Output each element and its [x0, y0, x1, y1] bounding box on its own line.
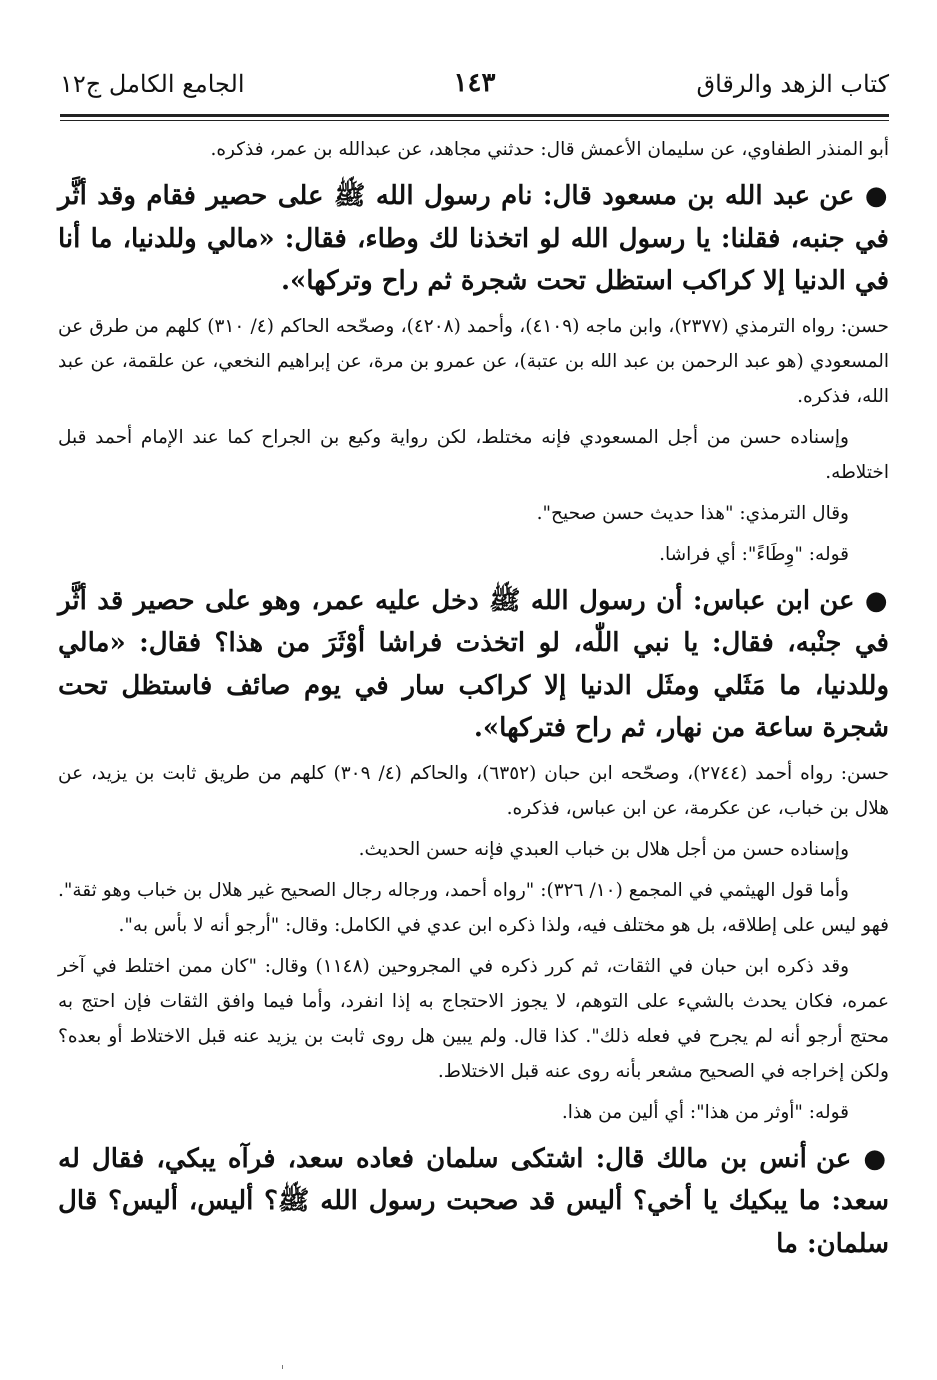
tirmidhi-grading: وقال الترمذي: "هذا حديث حسن صحيح". [536, 502, 849, 524]
hadith-text-ibn-abbas [58, 580, 889, 750]
header-rule-thin [60, 120, 889, 121]
ibn-hibban-discussion: وقد ذكره ابن حبان في الثقات، ثم كرر ذكره في المجروحين (١١٤٨) وقال: "كان ممن اختلط في آخر عمره، فكان يحدث بالشيء على التوهم، لا يجوز الاحتجاج به إذا انفرد، وأما فيما وافق الثقات فإن احتج به محتج أرجو أنه لم يجرح في فعله ذلك". كذا قال. ولم يبين هل روى ثابت بن يزيد عنه قبل الاختلاط أو بعده؟ ولكن إخراجه في الصحيح مشعر بأنه روى عنه قبل الاختلاط. [58, 955, 889, 1082]
word-explanation: قوله: "وِطَاءً": أي فراشا. [659, 543, 849, 565]
hadith-bullet: ● [863, 1143, 889, 1174]
hadith-body: عن ابن عباس: أن رسول الله ﷺ دخل عليه عمر، وهو على حصير قد أثَّر في جنْبه، فقال: يا نبي اللّٰه، لو اتخذت فراشا أوْثَرَ من هذا؟ فقال: «مالي وللدنيا، ما مَثَلي ومثَل الدنيا إلا كراكب سار في يوم صائف فاستظل تحت شجرة ساعة من نهار، ثم راح فتركها». [58, 585, 889, 743]
page-number: ١٤٣ [453, 68, 496, 98]
hadith-text-ibn-masud [58, 175, 889, 303]
header-rule-thick [60, 114, 889, 117]
hadith-text-anas [58, 1138, 889, 1266]
hadith-body: عن عبد الله بن مسعود قال: نام رسول الله ﷺ على حصير فقام وقد أثَّر في جنبه، فقلنا: يا رسول الله لو اتخذنا لك وطاء، فقال: «مالي وللدنيا، ما أنا في الدنيا إلا كراكب استظل تحت شجرة ثم راح وتركها». [58, 181, 889, 296]
narration-chain-continuation: أبو المنذر الطفاوي، عن سليمان الأعمش قال: حدثني مجاهد، عن عبدالله بن عمر، فذكره. [210, 139, 889, 160]
hadith-bullet: ● [864, 585, 889, 616]
hadith-bullet: ● [864, 181, 889, 211]
page-header [60, 62, 889, 112]
print-speck [282, 1365, 287, 1369]
hadith-body: عن أنس بن مالك قال: اشتكى سلمان فعاده سعد، فرآه يبكي، فقال له سعد: ما يبكيك يا أخي؟ أليس قد صحبت رسول الله ﷺ؟ أليس، أليس؟ قال سلمان: ما [58, 1143, 889, 1259]
isnad-note: وإسناده حسن من أجل المسعودي فإنه مختلط، لكن رواية وكيع بن الجراح كما عند الإمام أحمد قبل اختلاطه. [58, 426, 889, 483]
takhrij-note: حسن: رواه الترمذي (٢٣٧٧)، وابن ماجه (٤١٠٩)، وأحمد (٤٢٠٨)، وصحّحه الحاكم (٤/ ٣١٠) كلهم من طرق عن المسعودي (هو عبد الرحمن بن عبد الله بن عتبة)، عن عمرو بن مرة، عن إبراهيم النخعي، عن علقمة، عن عبد الله، فذكره. [58, 315, 889, 407]
haythami-discussion: وأما قول الهيثمي في المجمع (١٠/ ٣٢٦): "رواه أحمد، ورجاله رجال الصحيح غير هلال بن خباب وهو ثقة". فهو ليس على إطلاقه، بل هو مختلف فيه، ولذا ذكره ابن عدي في الكامل: وقال: "أرجو أنه لا بأس به". [58, 879, 889, 936]
takhrij-note: حسن: رواه أحمد (٢٧٤٤)، وصحّحه ابن حبان (٦٣٥٢)، والحاكم (٤/ ٣٠٩) كلهم من طريق ثابت بن يزيد، عن هلال بن خباب، عن عكرمة، عن ابن عباس، فذكره. [58, 762, 890, 819]
running-head-book-title: الجامع الكامل ج١٢ [60, 70, 245, 98]
page-body [58, 132, 889, 1265]
running-head-chapter: كتاب الزهد والرقاق [696, 70, 889, 98]
isnad-note: وإسناده حسن من أجل هلال بن خباب العبدي فإنه حسن الحديث. [358, 838, 849, 860]
word-explanation: قوله: "أوثر من هذا": أي ألين من هذا. [561, 1101, 849, 1123]
